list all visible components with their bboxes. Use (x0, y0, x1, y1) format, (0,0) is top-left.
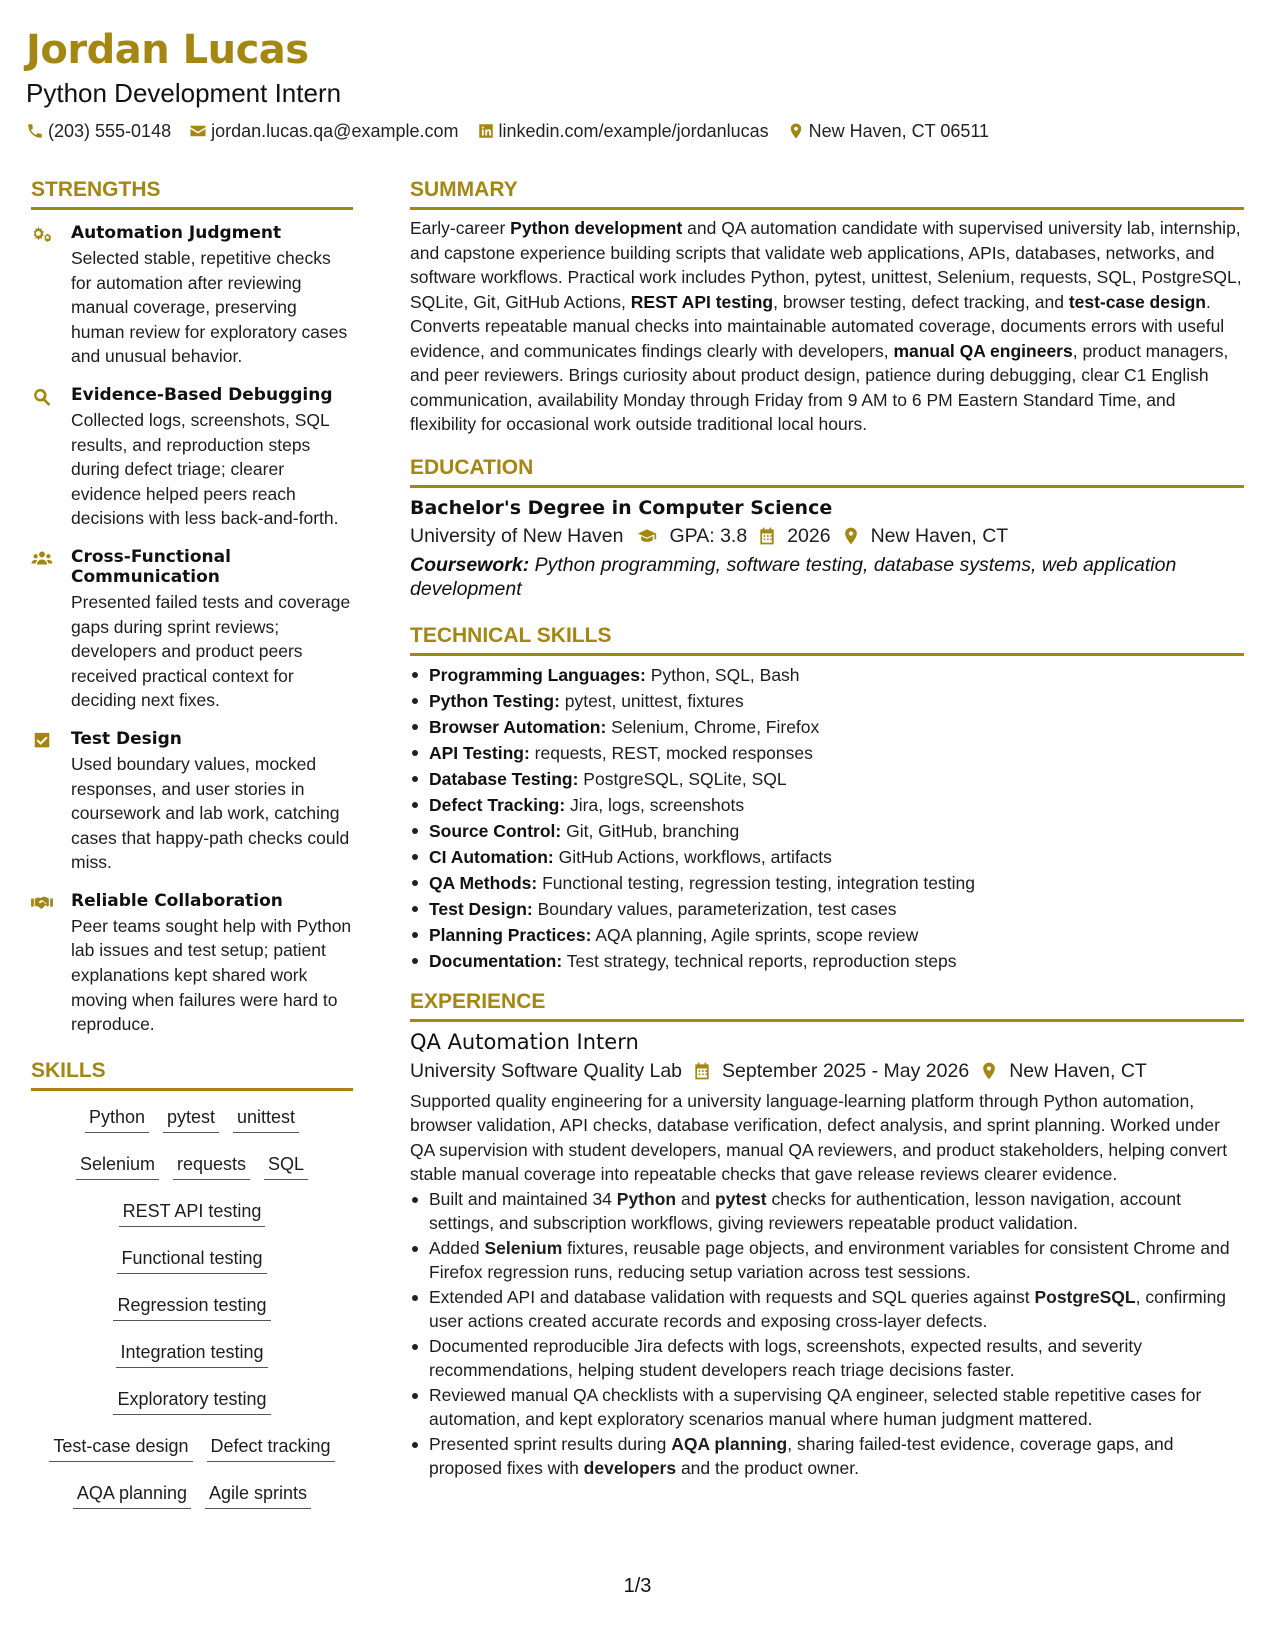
summary-heading: SUMMARY (410, 178, 518, 201)
text-run: Extended API and database validation with requests and SQL queries against (429, 1286, 1035, 1307)
skill-tag: requests (173, 1152, 250, 1180)
graduation-cap-icon (634, 526, 660, 546)
skill-values: requests, REST, mocked responses (529, 742, 813, 763)
job-intro: Supported quality engineering for a university language-learning platform through Python automation, browser validation, API checks, database verification, defect analysis, and sprint planning. Worked under QA supervision with student developers, manual QA reviewers, and product stakeholders, helping convert stable manual coverage into repeatable checks that gave release reviews clearer evidence. (410, 1090, 1228, 1184)
contact-location (787, 120, 989, 142)
emphasized-text: REST API testing (630, 291, 774, 312)
text-run: , confirming user actions created accurate records and exposing cross-layer defects. (429, 1286, 1227, 1331)
left-column (31, 176, 353, 1528)
skill-tag: SQL (264, 1152, 308, 1180)
map-pin-icon (841, 526, 861, 546)
calendar-icon (757, 526, 777, 546)
skill-tag: Regression testing (113, 1293, 270, 1321)
strength-description: Collected logs, screenshots, SQL results, and reproduction steps during defect triage; clearer evidence helped peers reach decisions with less back-and-forth. (71, 409, 339, 529)
skills-heading: SKILLS (31, 1058, 106, 1082)
text-run: Built and maintained 34 (429, 1188, 617, 1209)
job-bullet (410, 1236, 1244, 1285)
technical-skill-item (410, 662, 1244, 688)
candidate-headline: Python Development Intern (26, 78, 342, 108)
technical-skills-section (410, 622, 1244, 974)
contact-phone (26, 120, 171, 142)
handshake-icon (31, 893, 55, 913)
skill-tag: Selenium (76, 1152, 159, 1180)
skill-tag: AQA planning (73, 1481, 191, 1509)
strength-title: Reliable Collaboration (71, 890, 283, 911)
job-bullet (410, 1285, 1244, 1334)
text-run: Documented reproducible Jira defects with logs, screenshots, expected results, and severity recommendations, helping student developers reach triage decisions faster. (429, 1335, 1142, 1380)
strength-description: Used boundary values, mocked responses, and user stories in coursework and lab work, catching cases that happy-path checks could miss. (71, 753, 350, 873)
coursework-text: Python programming, software testing, database systems, web application development (410, 553, 1177, 600)
education-meta (410, 522, 1244, 550)
map-pin-icon (787, 122, 805, 140)
job-bullet (410, 1334, 1244, 1383)
skill-tag: Defect tracking (207, 1434, 335, 1462)
skills-tag-list (31, 1105, 353, 1528)
technical-skill-item (410, 766, 1244, 792)
school-name: University of New Haven (410, 524, 624, 547)
technical-skill-item (410, 948, 1244, 974)
job-bullet (410, 1187, 1244, 1236)
strength-title: Evidence-Based Debugging (71, 384, 333, 405)
text-run: Early-career (410, 218, 511, 238)
section-divider (31, 207, 353, 210)
strength-title: Automation Judgment (71, 223, 282, 243)
magnifier-icon (31, 387, 55, 407)
gpa-text: GPA: 3.8 (669, 524, 748, 547)
education-heading: EDUCATION (410, 455, 534, 479)
skill-category: QA Methods: (429, 872, 538, 893)
location-text: New Haven, CT 06511 (808, 121, 990, 141)
skill-tag: Test-case design (49, 1434, 192, 1462)
phone-icon (26, 122, 44, 140)
text-run: , browser testing, defect tracking, and (773, 291, 1069, 312)
strength-item (31, 385, 353, 531)
job-location: New Haven, CT (1009, 1059, 1147, 1082)
strength-item (31, 223, 353, 369)
section-divider (31, 1088, 353, 1091)
skill-values: Jira, logs, screenshots (565, 794, 745, 815)
section-divider (410, 485, 1244, 488)
job-dates: September 2025 - May 2026 (722, 1059, 970, 1082)
skill-tag: REST API testing (119, 1199, 266, 1227)
text-run: and QA automation candidate with supervised university lab, internship, and capstone experience building scripts that validate web applications, APIs, databases, networks, and software workflows. Practical work includes Python, pytest, unittest, Selenium, requests, SQL, PostgreSQL, SQLite, Git, GitHub Actions, (410, 218, 1242, 312)
skill-values: Boundary values, parameterization, test cases (532, 898, 897, 919)
gears-icon (31, 225, 55, 245)
emphasized-text: Selenium (484, 1237, 563, 1258)
strength-description: Presented failed tests and coverage gaps during sprint reviews; developers and product peers received practical context for deciding next fixes. (71, 591, 351, 711)
strengths-section (31, 176, 353, 1037)
skill-tag: pytest (163, 1105, 219, 1133)
strength-title: Test Design (71, 728, 182, 749)
technical-skill-item (410, 688, 1244, 714)
skill-tag: Functional testing (117, 1246, 266, 1274)
technical-skills-list (410, 662, 1244, 974)
text-run: , product managers, and peer reviewers. Brings curiosity about product design, patience during debugging, clear C1 English communication, availability Monday through Friday from 9 AM to 6 PM Eastern Standard Time, and flexibility for occasional work outside traditional local hours. (410, 340, 1229, 434)
technical-skills-heading: TECHNICAL SKILLS (410, 623, 612, 647)
skill-category: Database Testing: (429, 768, 579, 789)
technical-skill-item (410, 714, 1244, 740)
text-run: and the product owner. (676, 1458, 859, 1478)
strength-item (31, 891, 353, 1037)
strength-title: Cross-Functional Communication (71, 546, 231, 587)
phone-text: (203) 555-0148 (48, 121, 172, 141)
section-divider (410, 653, 1244, 656)
users-icon (31, 549, 55, 569)
strength-description: Selected stable, repetitive checks for automation after reviewing manual coverage, preserving human review for exploratory cases and unusual behavior. (71, 248, 348, 367)
skill-category: Python Testing: (429, 690, 560, 711)
skill-category: Planning Practices: (429, 924, 592, 945)
skills-section (31, 1057, 353, 1528)
strength-item (31, 547, 353, 713)
calendar-icon (692, 1061, 712, 1081)
skill-category: Documentation: (429, 950, 563, 971)
job-bullets (410, 1187, 1244, 1481)
emphasized-text: pytest (715, 1188, 767, 1209)
degree-title: Bachelor's Degree in Computer Science (410, 496, 833, 519)
skill-category: API Testing: (429, 742, 530, 763)
contact-linkedin[interactable] (477, 120, 769, 142)
strength-description: Peer teams sought help with Python lab issues and test setup; patient explanations kept shared work moving when failures were hard to reproduce. (71, 915, 352, 1035)
right-column (410, 176, 1244, 1481)
skill-values: PostgreSQL, SQLite, SQL (578, 768, 787, 789)
emphasized-text: Python (616, 1188, 677, 1209)
section-divider (410, 207, 1244, 210)
education-section (410, 454, 1244, 602)
skill-values: Selenium, Chrome, Firefox (606, 716, 820, 737)
technical-skill-item (410, 844, 1244, 870)
graduation-year: 2026 (787, 524, 831, 547)
skill-values: Test strategy, technical reports, reproduction steps (562, 950, 957, 971)
emphasized-text: test-case design (1068, 291, 1206, 312)
strengths-heading: STRENGTHS (31, 178, 161, 201)
text-run: and (676, 1188, 716, 1209)
emphasized-text: developers (583, 1458, 677, 1478)
contact-bar (26, 120, 1256, 142)
summary-section (410, 176, 1244, 437)
map-pin-icon (979, 1061, 999, 1081)
page-number: 1/3 (623, 1575, 652, 1597)
coursework (410, 553, 1244, 602)
skill-category: Defect Tracking: (429, 794, 566, 815)
skill-category: Browser Automation: (429, 716, 607, 737)
strength-item (31, 729, 353, 875)
text-run: . Converts repeatable manual checks into maintainable automated coverage, documents errors with useful evidence, and communicates findings clearly with developers, (410, 291, 1225, 361)
job-bullet (410, 1432, 1244, 1481)
text-run: , sharing failed-test evidence, coverage gaps, and proposed fixes with (429, 1433, 1174, 1478)
text-run: Added (429, 1237, 485, 1258)
linkedin-text[interactable]: linkedin.com/example/jordanlucas (498, 121, 769, 141)
linkedin-icon (477, 122, 495, 140)
checkbox-icon (31, 731, 55, 751)
skill-values: Python, SQL, Bash (645, 664, 800, 685)
job-meta (410, 1057, 1244, 1085)
contact-email[interactable] (189, 120, 458, 142)
skill-category: Programming Languages: (429, 664, 646, 685)
section-divider (410, 1019, 1244, 1022)
text-run: Reviewed manual QA checklists with a supervising QA engineer, selected stable repetitive cases for automation, and kept exploratory scenarios manual where human judgment mattered. (429, 1384, 1202, 1429)
skill-values: Functional testing, regression testing, integration testing (537, 872, 975, 893)
technical-skill-item (410, 818, 1244, 844)
technical-skill-item (410, 870, 1244, 896)
school-location: New Haven, CT (870, 524, 1009, 547)
skill-tag: unittest (233, 1105, 299, 1133)
skill-category: Test Design: (429, 898, 533, 919)
skill-values: AQA planning, Agile sprints, scope review (591, 924, 919, 945)
skill-tag: Integration testing (116, 1340, 267, 1368)
skill-values: pytest, unittest, fixtures (559, 690, 744, 711)
experience-heading: EXPERIENCE (410, 989, 546, 1013)
email-text[interactable]: jordan.lucas.qa@example.com (211, 121, 459, 141)
skill-values: GitHub Actions, workflows, artifacts (553, 846, 832, 867)
skill-category: Source Control: (429, 820, 562, 841)
emphasized-text: PostgreSQL (1034, 1286, 1136, 1307)
skill-values: Git, GitHub, branching (561, 820, 740, 841)
summary-paragraph (410, 216, 1244, 437)
skill-tag: Exploratory testing (113, 1387, 270, 1415)
technical-skill-item (410, 740, 1244, 766)
skill-tag: Python (85, 1105, 149, 1133)
skill-category: CI Automation: (429, 846, 554, 867)
emphasized-text: AQA planning (671, 1433, 788, 1454)
employer-name: University Software Quality Lab (410, 1059, 683, 1082)
resume-header (26, 24, 1256, 142)
text-run: fixtures, reusable page objects, and environment variables for consistent Chrome and Firefox regression runs, reducing setup variation across test sessions. (429, 1237, 1230, 1282)
job-title: QA Automation Intern (410, 1029, 639, 1054)
coursework-label: Coursework: (410, 553, 530, 576)
technical-skill-item (410, 896, 1244, 922)
experience-section (410, 988, 1244, 1481)
text-run: checks for authentication, lesson navigation, account settings, and subscription workflows, giving reviewers repeatable product validation. (429, 1188, 1181, 1233)
candidate-name: Jordan Lucas (26, 27, 309, 73)
skill-tag: Agile sprints (205, 1481, 311, 1509)
job-bullet (410, 1383, 1244, 1432)
strength-list (31, 223, 353, 1037)
emphasized-text: Python development (510, 218, 683, 238)
emphasized-text: manual QA engineers (893, 340, 1073, 361)
technical-skill-item (410, 922, 1244, 948)
envelope-icon (189, 122, 207, 140)
text-run: Presented sprint results during (429, 1433, 672, 1454)
technical-skill-item (410, 792, 1244, 818)
